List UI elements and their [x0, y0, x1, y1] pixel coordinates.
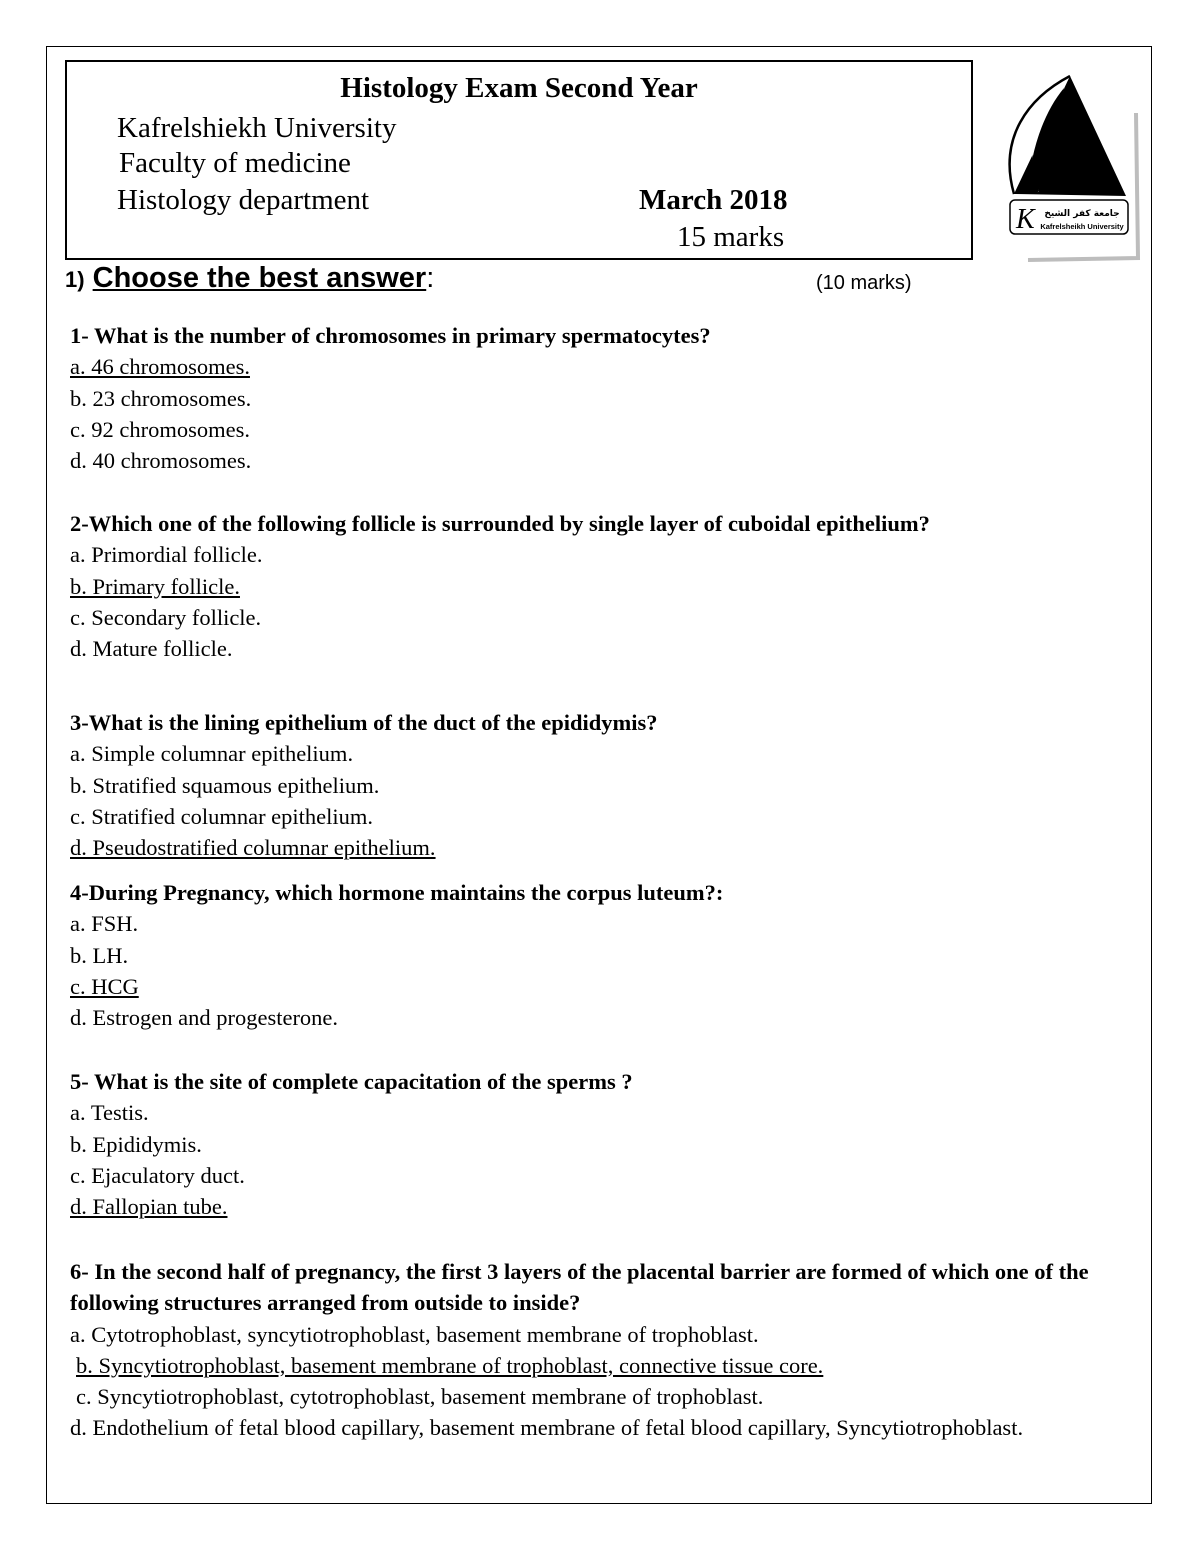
- option-d: [70, 1191, 1140, 1222]
- option-label: d. Endothelium of fetal blood capillary, basement membrane of fetal blood capillary, Syncytiotrophoblast.: [70, 1415, 1024, 1441]
- section-number: 1): [65, 267, 85, 292]
- option-a: [70, 539, 1140, 570]
- option-c: [70, 971, 1140, 1002]
- department-name: Histology department: [117, 184, 370, 216]
- option-a: [70, 1097, 1140, 1128]
- option-label: d. Mature follicle.: [70, 636, 233, 662]
- university-logo: [998, 68, 1143, 263]
- option-d: [70, 1412, 1030, 1443]
- question-text: 5- What is the site of complete capacitation of the sperms ?: [70, 1069, 633, 1094]
- option-b: [70, 571, 1140, 602]
- option-label: b. 23 chromosomes.: [70, 385, 252, 411]
- faculty-name: Faculty of medicine: [119, 147, 351, 179]
- option-d: [70, 1002, 1140, 1033]
- option-label: d. Fallopian tube.: [70, 1194, 228, 1220]
- option-label: a. 46 chromosomes.: [70, 354, 250, 380]
- question-text: 2-Which one of the following follicle is surrounded by single layer of cuboidal epithelium?: [70, 511, 930, 536]
- option-label: a. Cytotrophoblast, syncytiotrophoblast, basement membrane of trophoblast.: [70, 1321, 759, 1347]
- option-a: [70, 908, 1140, 939]
- option-label: c. 92 chromosomes.: [70, 416, 250, 442]
- section-heading: [65, 262, 434, 295]
- option-label: d. 40 chromosomes.: [70, 448, 252, 474]
- option-c: [70, 801, 1140, 832]
- university-name: Kafrelshiekh University: [117, 112, 397, 144]
- exam-header: [65, 60, 973, 260]
- exam-date: March 2018: [639, 184, 788, 216]
- question-2: [70, 508, 1140, 664]
- option-label: a. Testis.: [70, 1100, 149, 1126]
- option-label: a. Primordial follicle.: [70, 542, 263, 568]
- option-c: [70, 602, 1140, 633]
- option-label: b. LH.: [70, 942, 129, 968]
- option-label: c. HCG: [70, 973, 139, 999]
- option-b: [70, 383, 1140, 414]
- option-label: b. Stratified squamous epithelium.: [70, 772, 380, 798]
- question-4: [70, 877, 1140, 1033]
- option-label: a. Simple columnar epithelium.: [70, 741, 354, 767]
- logo-english-text: Kafrelsheikh University: [1040, 222, 1124, 231]
- option-c: [70, 414, 1140, 445]
- question-3: [70, 707, 1140, 863]
- question-5: [70, 1066, 1140, 1222]
- exam-title: Histology Exam Second Year: [340, 72, 698, 104]
- question-text: 4-During Pregnancy, which hormone maintains the corpus luteum?:: [70, 880, 724, 905]
- section-marks: (10 marks): [816, 272, 912, 294]
- option-b: [70, 770, 1140, 801]
- option-a: [70, 1319, 1140, 1350]
- option-label: c. Syncytiotrophoblast, cytotrophoblast, basement membrane of trophoblast.: [76, 1384, 764, 1410]
- question-text: 1- What is the number of chromosomes in primary spermatocytes?: [70, 323, 711, 348]
- option-label: a. FSH.: [70, 911, 139, 937]
- option-label: c. Stratified columnar epithelium.: [70, 803, 374, 829]
- question-1: [70, 320, 1140, 476]
- option-label: b. Syncytiotrophoblast, basement membrane of trophoblast, connective tissue core.: [76, 1352, 824, 1378]
- option-d: [70, 633, 1140, 664]
- option-a: [70, 351, 1140, 382]
- option-c: [70, 1381, 1140, 1412]
- option-c: [70, 1160, 1140, 1191]
- section-title: Choose the best answer: [92, 262, 427, 294]
- option-b: [70, 940, 1140, 971]
- option-label: b. Primary follicle.: [70, 573, 240, 599]
- question-text: 3-What is the lining epithelium of the duct of the epididymis?: [70, 710, 658, 735]
- option-label: d. Pseudostratified columnar epithelium.: [70, 835, 436, 861]
- option-label: d. Estrogen and progesterone.: [70, 1005, 339, 1031]
- question-text: 6- In the second half of pregnancy, the first 3 layers of the placental barrier are formed of which one of the following structures arranged from outside to inside?: [70, 1259, 1089, 1316]
- option-label: c. Ejaculatory duct.: [70, 1162, 245, 1188]
- option-label: c. Secondary follicle.: [70, 604, 262, 630]
- question-6: [70, 1256, 1140, 1444]
- option-b: [70, 1350, 1140, 1381]
- option-label: b. Epididymis.: [70, 1131, 202, 1157]
- option-b: [70, 1129, 1140, 1160]
- section-colon: :: [426, 262, 435, 294]
- option-d: [70, 445, 1140, 476]
- option-d: [70, 832, 1140, 863]
- logo-k-letter: K: [1016, 204, 1035, 235]
- logo-arabic-text: جامعة كفر الشيخ: [1044, 209, 1120, 219]
- exam-total-marks: 15 marks: [677, 221, 785, 253]
- option-a: [70, 738, 1140, 769]
